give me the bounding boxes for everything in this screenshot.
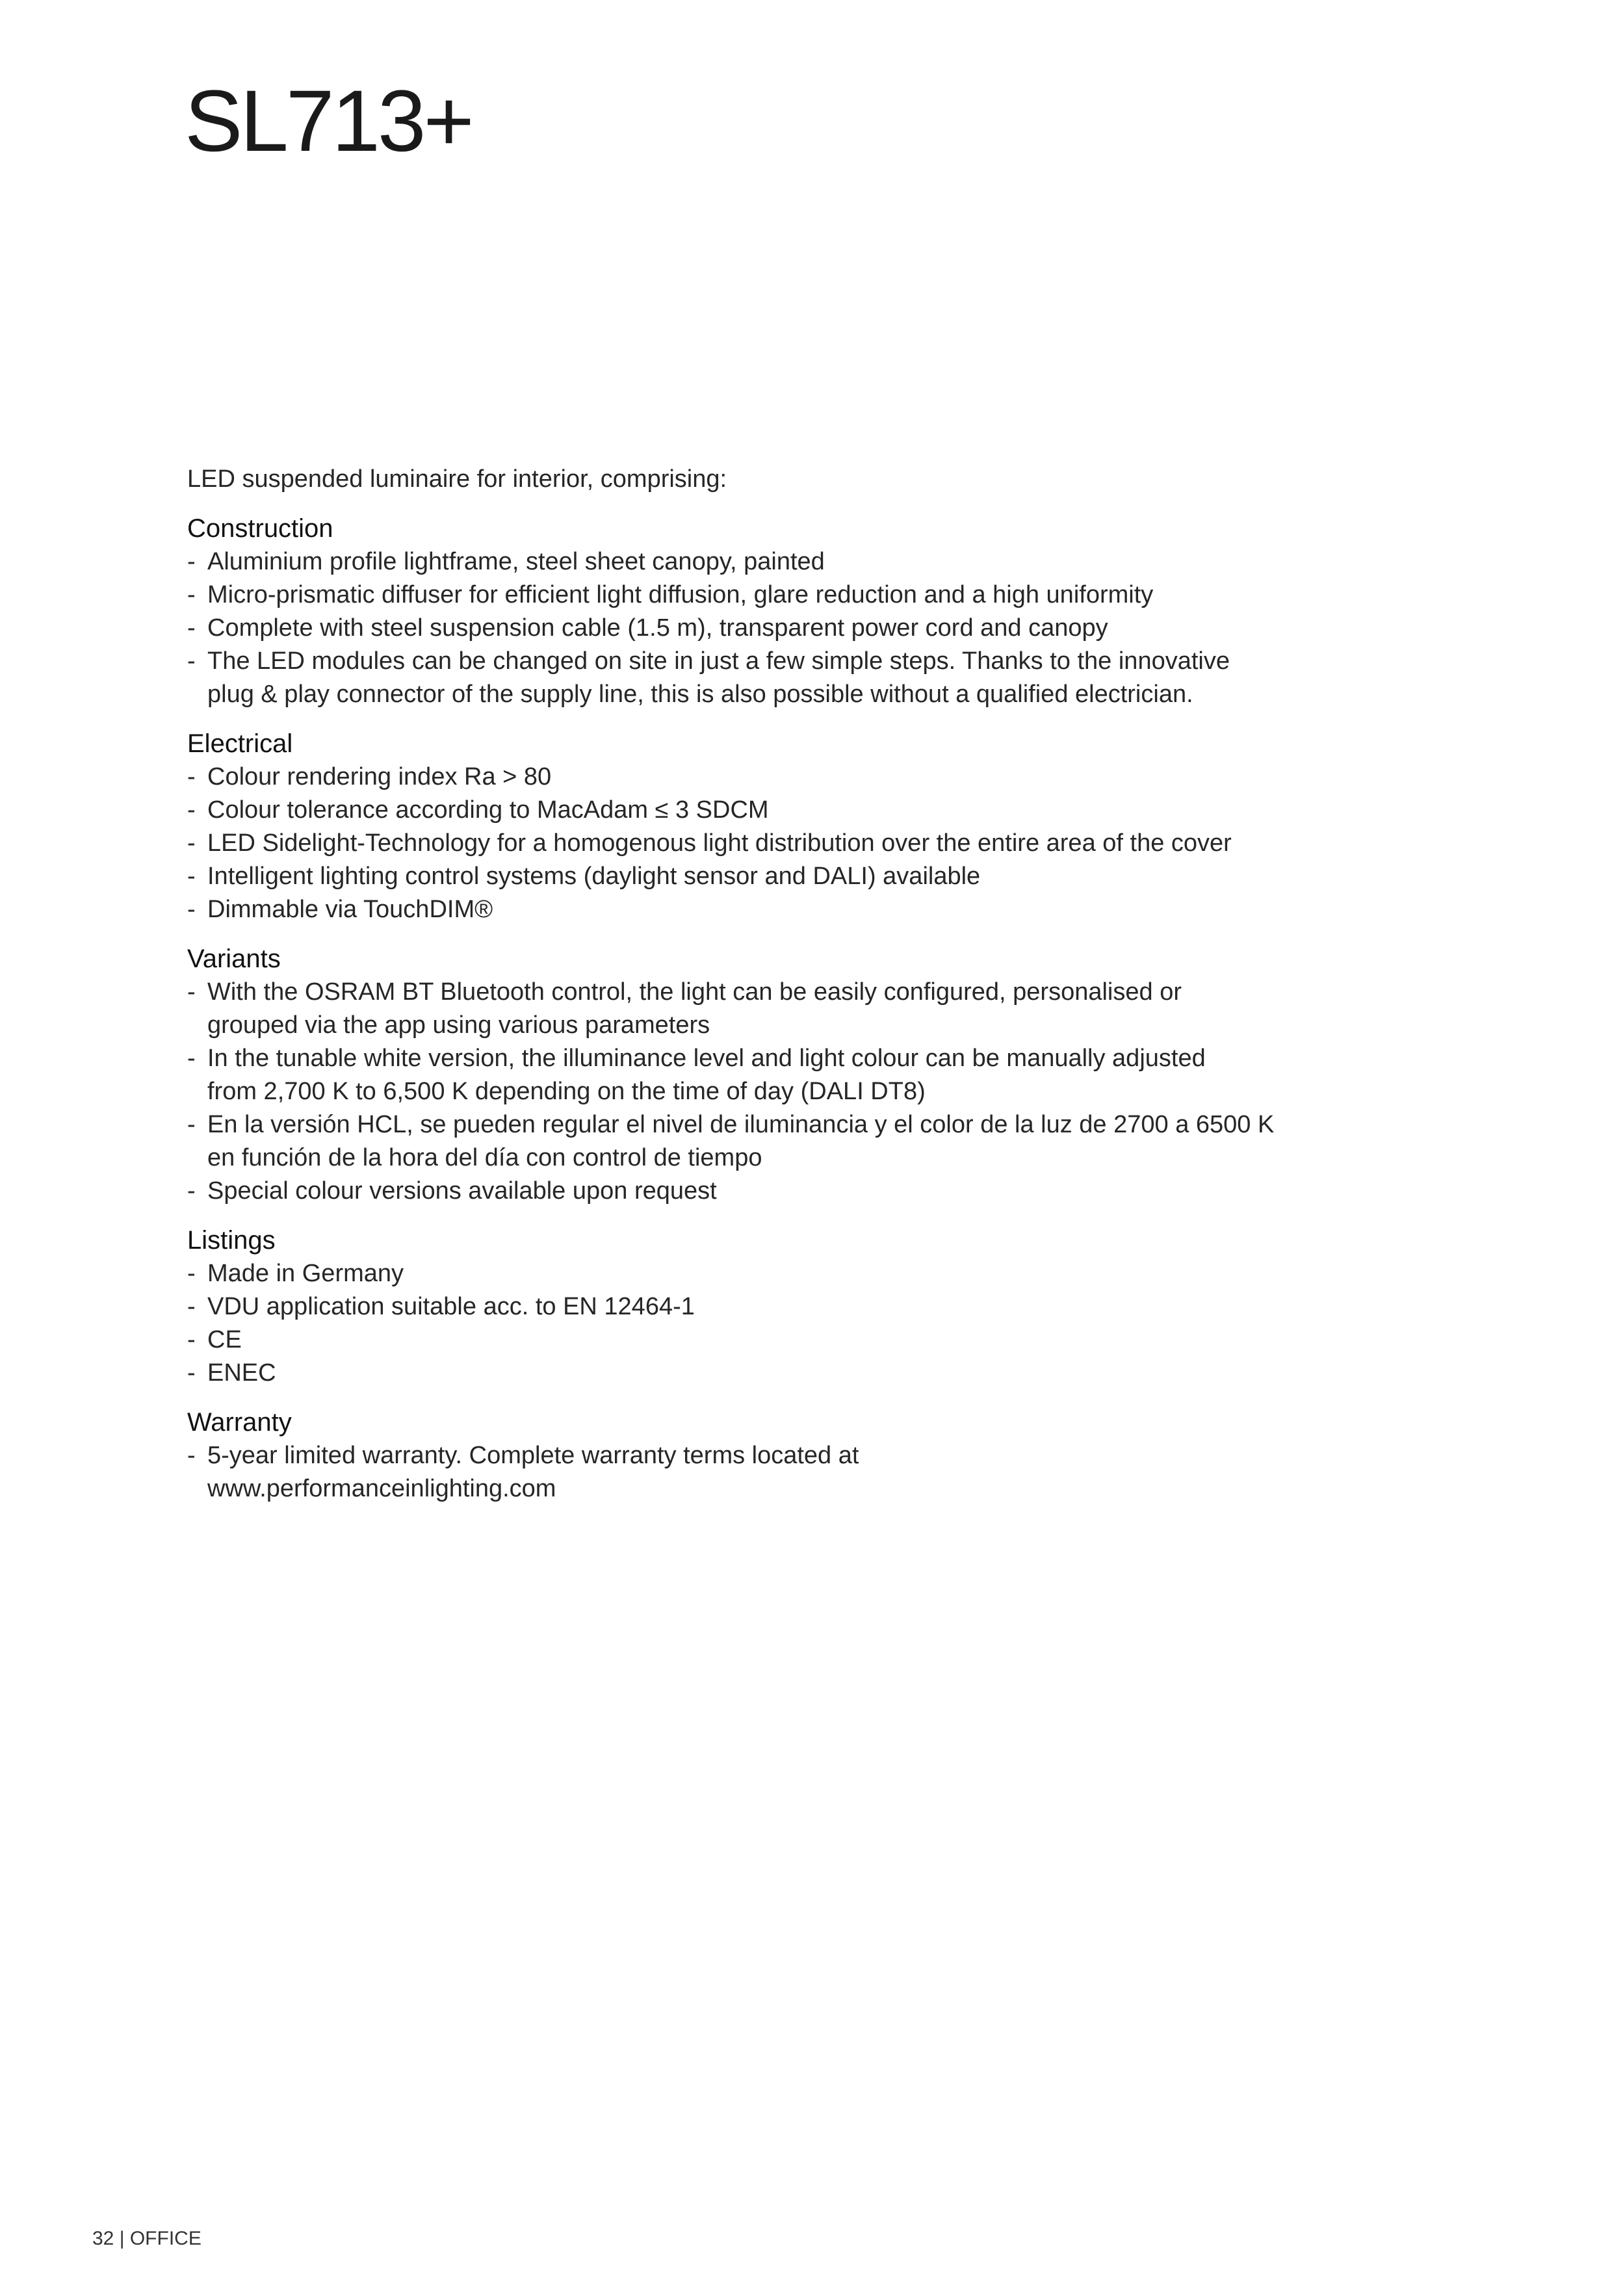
bullet-text: - ENEC [207, 1359, 276, 1387]
bullet-text: - 5-year limited warranty. Complete warranty terms located at [207, 1442, 859, 1469]
bullet-item [187, 645, 1331, 711]
bullet-item [187, 1290, 1331, 1324]
bullet-item [187, 860, 1331, 893]
bullet-list [187, 1257, 1331, 1390]
bullet-item [187, 976, 1331, 1042]
section-heading: Construction [187, 514, 333, 543]
bullet-text: - Made in Germany [207, 1260, 404, 1287]
section-heading: Variants [187, 945, 281, 973]
bullet-item [187, 794, 1331, 827]
bullet-item [187, 1042, 1331, 1108]
bullet-list [187, 761, 1331, 926]
bullet-text: - Intelligent lighting control systems (daylight sensor and DALI) available [207, 863, 981, 890]
section-variants [187, 942, 1331, 1208]
bullet-text: - Special colour versions available upon request [207, 1177, 717, 1205]
bullet-item [187, 579, 1331, 612]
bullet-list [187, 1439, 1331, 1506]
bullet-item [187, 612, 1331, 645]
spec-sections [187, 512, 1331, 1506]
bullet-text: - Micro-prismatic diffuser for efficient light diffusion, glare reduction and a high uniformity [207, 581, 1154, 608]
product-description [187, 463, 1331, 1521]
bullet-text: plug & play connector of the supply line, this is also possible without a qualified electrician. [207, 681, 1193, 708]
bullet-item [187, 1257, 1331, 1290]
bullet-text: grouped via the app using various parameters [207, 1011, 710, 1039]
bullet-text: - With the OSRAM BT Bluetooth control, the light can be easily configured, personalised or [207, 978, 1182, 1006]
bullet-text: - LED Sidelight-Technology for a homogenous light distribution over the entire area of the cover [207, 829, 1232, 857]
bullet-item [187, 1108, 1331, 1175]
section-electrical [187, 727, 1331, 926]
bullet-item [187, 761, 1331, 794]
bullet-list [187, 976, 1331, 1208]
bullet-list [187, 545, 1331, 711]
bullet-item [187, 1357, 1331, 1390]
page-footer: 32 | OFFICE [92, 2228, 201, 2249]
bullet-item [187, 1175, 1331, 1208]
page-title: SL713+ [185, 73, 472, 170]
bullet-text: - In the tunable white version, the illuminance level and light colour can be manually adjusted [207, 1045, 1206, 1072]
intro-text: LED suspended luminaire for interior, comprising: [187, 465, 727, 493]
bullet-text: - The LED modules can be changed on site in just a few simple steps. Thanks to the innovative [207, 647, 1230, 675]
section-warranty [187, 1405, 1331, 1506]
bullet-text: - VDU application suitable acc. to EN 12464-1 [207, 1293, 695, 1320]
bullet-item [187, 893, 1331, 926]
bullet-item [187, 545, 1331, 579]
bullet-text: - Aluminium profile lightframe, steel sheet canopy, painted [207, 548, 825, 575]
section-construction [187, 512, 1331, 711]
bullet-text: www.performanceinlighting.com [207, 1475, 556, 1502]
section-heading: Warranty [187, 1408, 292, 1437]
bullet-item [187, 1439, 1331, 1506]
section-heading: Electrical [187, 729, 293, 758]
bullet-text: - Colour rendering index Ra > 80 [207, 763, 552, 790]
bullet-text: en función de la hora del día con control de tiempo [207, 1144, 762, 1171]
bullet-text: - En la versión HCL, se pueden regular el nivel de iluminancia y el color de la luz de 2700 a 6500 K [207, 1111, 1275, 1138]
bullet-text: from 2,700 K to 6,500 K depending on the time of day (DALI DT8) [207, 1078, 926, 1105]
bullet-item [187, 827, 1331, 860]
bullet-text: - Colour tolerance according to MacAdam ≤ 3 SDCM [207, 796, 769, 824]
bullet-text: - Dimmable via TouchDIM® [207, 896, 493, 923]
bullet-text: - CE [207, 1326, 242, 1353]
bullet-item [187, 1324, 1331, 1357]
section-listings [187, 1223, 1331, 1390]
section-heading: Listings [187, 1226, 276, 1255]
bullet-text: - Complete with steel suspension cable (1.5 m), transparent power cord and canopy [207, 614, 1108, 642]
